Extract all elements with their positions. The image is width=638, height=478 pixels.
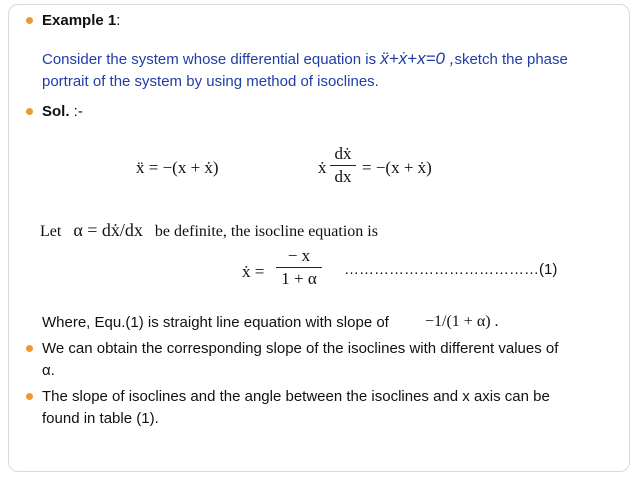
example-label: Example 1 — [42, 12, 117, 29]
slope-expression: −1/(1 + α) . — [425, 313, 499, 330]
let-prefix: Let — [40, 223, 62, 240]
consider-text: Consider the system whose differential equation is — [42, 51, 381, 68]
bullet3-line-2: α. — [42, 362, 55, 379]
equation-right-den: dx — [334, 167, 352, 186]
isocline-den: 1 + α — [281, 269, 317, 288]
bullet3-line-1: We can obtain the corresponding slope of the isoclines with different values of — [42, 340, 559, 357]
bullet-dot-slope — [26, 345, 33, 352]
consider-tail: sketch the phase — [454, 51, 568, 68]
consider-line-2: portrait of the system by using method of isoclines. — [42, 73, 379, 90]
bullet-dot-angle — [26, 393, 33, 400]
bullet4-line-1: The slope of isoclines and the angle between the isoclines and x axis can be — [42, 388, 550, 405]
equation-left: ẍ = −(x + ẋ) — [136, 158, 219, 177]
equation-right-suffix: = −(x + ẋ) — [362, 158, 432, 177]
bullet-dot-example — [26, 17, 33, 24]
equation-right-fraction — [330, 144, 356, 187]
let-line — [40, 220, 378, 242]
sol-label: Sol. — [42, 103, 70, 120]
inline-equation: ẍ+ẋ+x=0 , — [380, 49, 455, 68]
equation-right-num: dẋ — [334, 144, 352, 163]
isocline-fraction-bar — [276, 267, 322, 268]
example-colon: : — [116, 12, 121, 29]
fraction-bar — [330, 165, 356, 166]
isocline-fraction — [276, 246, 322, 289]
where-text: Where, Equ.(1) is straight line equation with slope of — [42, 314, 389, 331]
example-heading — [42, 11, 120, 31]
equation-number: …………………………………(1) — [344, 261, 558, 278]
bullet-dot-sol — [26, 108, 33, 115]
bullet4-line-2: found in table (1). — [42, 410, 159, 427]
isocline-num: − x — [287, 246, 311, 265]
where-line — [42, 313, 389, 333]
sol-tail: :- — [69, 103, 83, 120]
isocline-lhs: ẋ = — [242, 262, 265, 281]
consider-line-1 — [42, 49, 568, 70]
let-tail: be definite, the isocline equation is — [154, 223, 378, 240]
equation-right-prefix: ẋ — [318, 158, 327, 177]
alpha-definition: α = dẋ/dx — [73, 220, 143, 240]
sol-heading — [42, 102, 83, 122]
